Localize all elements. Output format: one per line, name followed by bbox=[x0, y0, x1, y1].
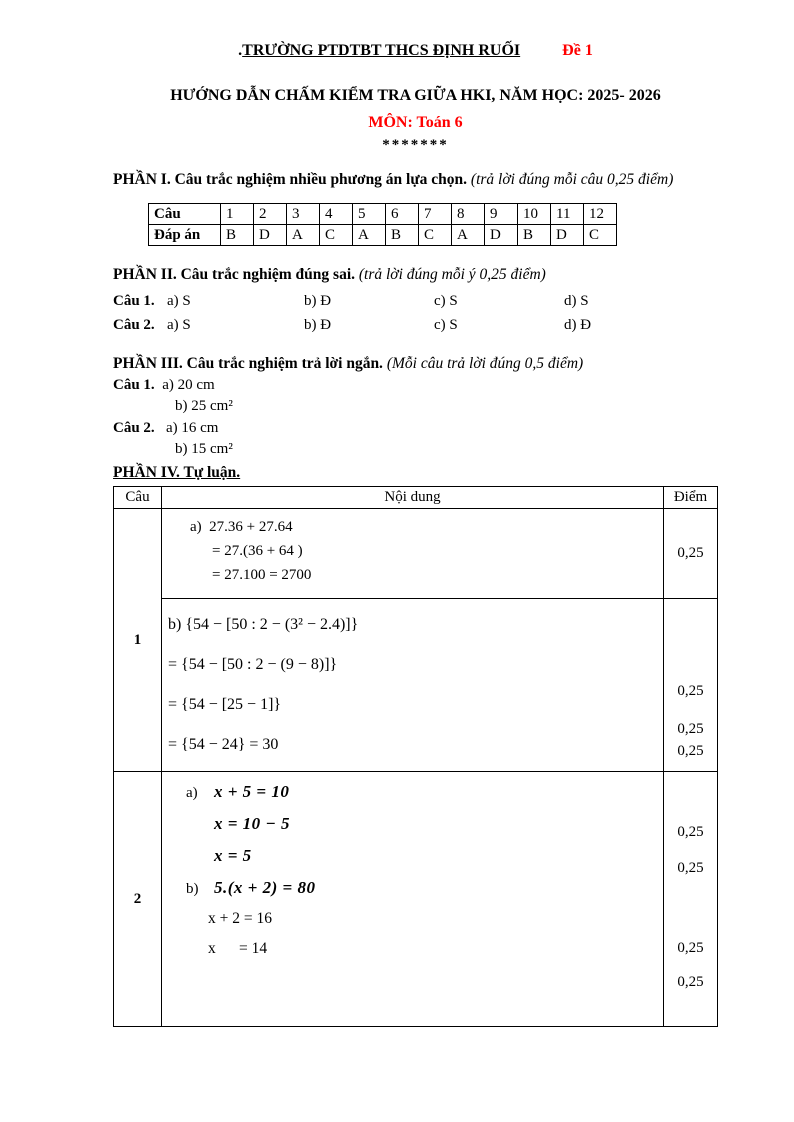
answer-value: C bbox=[584, 225, 617, 246]
answer-table-answer-label: Đáp án bbox=[149, 225, 221, 246]
answer-value: A bbox=[287, 225, 320, 246]
math-line bbox=[166, 782, 659, 802]
part2-heading-bold: PHẦN II. Câu trắc nghiệm đúng sai. bbox=[113, 266, 355, 283]
school-name bbox=[238, 42, 520, 59]
math-line bbox=[166, 910, 659, 928]
item-label: b) bbox=[186, 881, 199, 897]
point-value: 0,25 bbox=[677, 743, 704, 759]
answer-value: B bbox=[518, 225, 551, 246]
part3-cau1-label: Câu 1. bbox=[113, 377, 155, 393]
answer-value: A bbox=[353, 225, 386, 246]
part3-heading bbox=[113, 353, 718, 374]
equation-step: x + 2 = 16 bbox=[208, 910, 272, 927]
equation: x = 10 − 5 bbox=[214, 814, 290, 833]
question-number: 8 bbox=[452, 204, 485, 225]
part2-heading bbox=[113, 264, 718, 285]
school-prefix: . bbox=[238, 42, 243, 59]
question-number: 4 bbox=[320, 204, 353, 225]
question-number: 1 bbox=[221, 204, 254, 225]
part3-cau2-b: b) 15 cm² bbox=[175, 441, 233, 457]
question-number: 11 bbox=[551, 204, 584, 225]
row2-number: 2 bbox=[114, 772, 162, 1027]
part1-answer-table bbox=[148, 203, 617, 246]
part3-cau1-b: b) 25 cm² bbox=[175, 398, 233, 414]
school-title: TRƯỜNG PTDTBT THCS ĐỊNH RUỐI bbox=[242, 42, 521, 59]
cau2-answer-d: d) Đ bbox=[564, 317, 592, 333]
cau2-answer-c: c) S bbox=[434, 317, 458, 333]
table-row-2 bbox=[114, 772, 718, 1027]
math-line bbox=[166, 878, 659, 898]
question-number: 5 bbox=[353, 204, 386, 225]
part3-heading-note: (Mỗi câu trả lời đúng 0,5 điểm) bbox=[382, 355, 584, 372]
cau2-answer-b: b) Đ bbox=[304, 317, 332, 333]
part1-heading-note: (trả lời đúng mỗi câu 0,25 điểm) bbox=[467, 171, 674, 188]
cau1-answer-a: a) S bbox=[167, 293, 191, 309]
part2-answers bbox=[113, 289, 718, 337]
document-title: HƯỚNG DẪN CHẤM KIỂM TRA GIỮA HKI, NĂM HỌC: 2025- 2026 bbox=[170, 87, 661, 104]
point-value: 0,25 bbox=[677, 824, 704, 840]
part3-cau1-a-value: a) 20 cm bbox=[162, 377, 215, 393]
part2-cau1-row bbox=[113, 289, 718, 313]
row1b-content bbox=[162, 599, 664, 772]
question-number: 6 bbox=[386, 204, 419, 225]
part4-heading-bold: PHẦN IV. Tự luận. bbox=[113, 464, 241, 481]
answer-value: B bbox=[386, 225, 419, 246]
math-line: = {54 − [50 : 2 − (9 − 8)]} bbox=[168, 656, 338, 673]
question-number: 3 bbox=[287, 204, 320, 225]
subject-line: MÔN: Toán 6 bbox=[368, 114, 463, 131]
answer-value: A bbox=[452, 225, 485, 246]
answer-table-question-row bbox=[149, 204, 617, 225]
part3-cau1-a bbox=[113, 375, 718, 396]
part3-answers bbox=[113, 375, 718, 460]
math-line: = 27.100 = 2700 bbox=[212, 567, 312, 583]
cau1-label: Câu 1. bbox=[113, 293, 155, 309]
part3-heading-bold: PHẦN III. Câu trắc nghiệm trả lời ngắn. bbox=[113, 355, 383, 372]
exam-code: Đề 1 bbox=[562, 42, 593, 59]
math-line: = {54 − 24} = 30 bbox=[168, 736, 279, 753]
math-line: a) 27.36 + 27.64 bbox=[190, 519, 293, 535]
cau2-label: Câu 2. bbox=[113, 317, 155, 333]
math-line: b) {54 − [50 : 2 − (3² − 2.4)]} bbox=[168, 616, 359, 633]
answer-value: D bbox=[485, 225, 518, 246]
question-number: 10 bbox=[518, 204, 551, 225]
solution-table-header-row bbox=[114, 487, 718, 509]
answer-value: D bbox=[254, 225, 287, 246]
answer-value: D bbox=[551, 225, 584, 246]
row1a-content bbox=[162, 509, 664, 599]
header-line bbox=[113, 42, 718, 60]
row1a-point: 0,25 bbox=[664, 509, 718, 599]
point-value: 0,25 bbox=[677, 860, 704, 876]
separator-stars: ******* bbox=[382, 137, 449, 153]
question-number: 9 bbox=[485, 204, 518, 225]
point-value: 0,25 bbox=[677, 683, 704, 699]
part3-cau2-a bbox=[113, 418, 718, 439]
header-cau: Câu bbox=[114, 487, 162, 509]
point-value: 0,25 bbox=[677, 974, 704, 990]
question-number: 7 bbox=[419, 204, 452, 225]
question-number: 2 bbox=[254, 204, 287, 225]
header-noidung: Nội dung bbox=[162, 487, 664, 509]
row2-points bbox=[664, 772, 718, 1027]
answer-table-answer-row bbox=[149, 225, 617, 246]
part2-heading-note: (trả lời đúng mỗi ý 0,25 điểm) bbox=[355, 266, 546, 283]
equation-step: x = 14 bbox=[208, 940, 268, 957]
point-value: 0,25 bbox=[677, 940, 704, 956]
equation: 5.(x + 2) = 80 bbox=[214, 878, 316, 897]
table-row-1b bbox=[114, 599, 718, 772]
row1-number: 1 bbox=[114, 509, 162, 772]
item-label: a) bbox=[186, 785, 198, 801]
question-number: 12 bbox=[584, 204, 617, 225]
part2-cau2-row bbox=[113, 313, 718, 337]
row1b-points bbox=[664, 599, 718, 772]
part4-solution-table bbox=[113, 486, 718, 1027]
math-line bbox=[166, 814, 659, 834]
math-line bbox=[166, 846, 659, 866]
part4-heading bbox=[113, 462, 718, 483]
part1-heading-bold: PHẦN I. Câu trắc nghiệm nhiều phương án lựa chọn. bbox=[113, 171, 468, 188]
answer-table-question-label: Câu bbox=[149, 204, 221, 225]
answer-value: C bbox=[320, 225, 353, 246]
math-line: = 27.(36 + 64 ) bbox=[212, 543, 303, 559]
equation: x = 5 bbox=[214, 846, 252, 865]
answer-value: C bbox=[419, 225, 452, 246]
header-diem: Điểm bbox=[664, 487, 718, 509]
cau1-answer-c: c) S bbox=[434, 293, 458, 309]
row2-content bbox=[162, 772, 664, 1027]
cau1-answer-d: d) S bbox=[564, 293, 589, 309]
point-value: 0,25 bbox=[677, 721, 704, 737]
part3-cau2-label: Câu 2. bbox=[113, 420, 155, 436]
math-line bbox=[166, 940, 659, 958]
answer-value: B bbox=[221, 225, 254, 246]
equation: x + 5 = 10 bbox=[214, 782, 290, 801]
part1-heading bbox=[113, 169, 718, 190]
cau2-answer-a: a) S bbox=[167, 317, 191, 333]
cau1-answer-b: b) Đ bbox=[304, 293, 332, 309]
math-line: = {54 − [25 − 1]} bbox=[168, 696, 282, 713]
part3-cau2-a-value: a) 16 cm bbox=[165, 420, 219, 436]
table-row-1a bbox=[114, 509, 718, 599]
